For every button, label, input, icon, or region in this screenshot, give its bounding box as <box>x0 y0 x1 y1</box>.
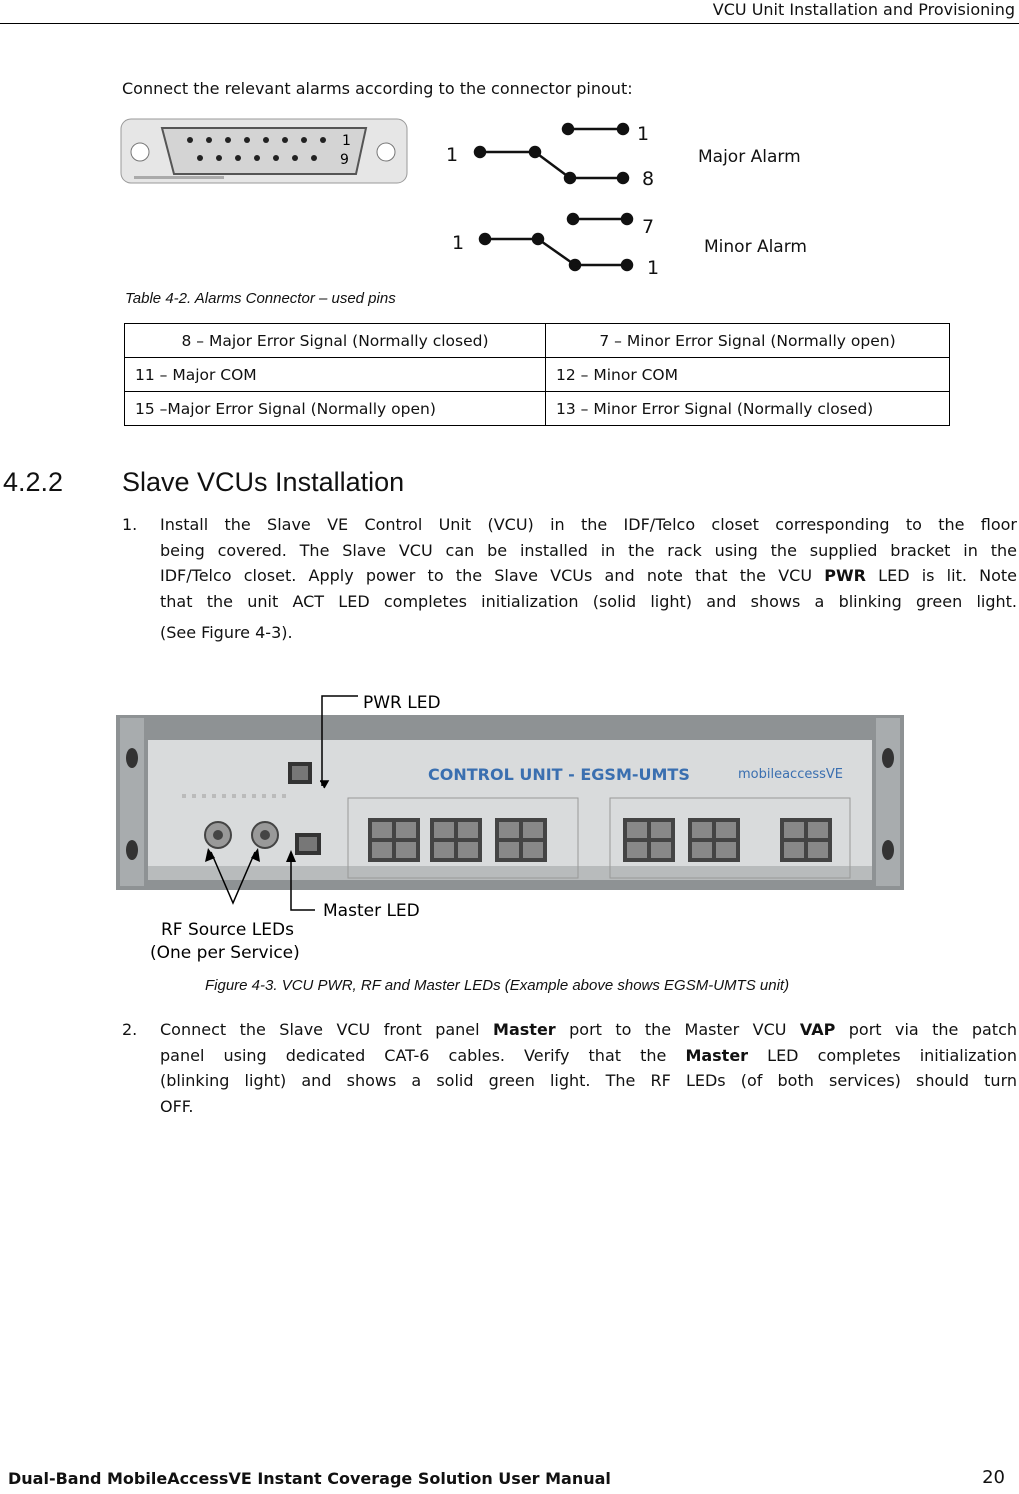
master-led-label: Master LED <box>323 901 420 921</box>
table-caption: Table 4-2. Alarms Connector – used pins <box>125 290 396 307</box>
table-row <box>125 358 950 392</box>
table-row <box>125 392 950 426</box>
step-2-text: Connect the Slave VCU front panel Master port to the Master VCU VAP port via the patch panel using dedicated CAT-6 cables. Verify that the Master LED completes initialization (blinking light) and shows a solid green light. The RF LEDs (of both services) should turn OFF. <box>160 1020 1018 1116</box>
minor-alarm-label: Minor Alarm <box>704 237 807 257</box>
table-row <box>125 324 950 358</box>
rf-source-label: RF Source LEDs <box>161 920 294 940</box>
section-number: 4.2.2 <box>3 467 64 497</box>
table-cell: 15 –Major Error Signal (Normally open) <box>125 392 546 426</box>
minor-top-pin: 7 <box>642 216 655 238</box>
table-cell: 11 – Major COM <box>125 358 546 392</box>
major-bottom-pin: 8 <box>642 168 655 190</box>
major-alarm-label: Major Alarm <box>698 147 801 167</box>
table-cell: 12 – Minor COM <box>546 358 950 392</box>
pin-label-1: 1 <box>342 133 351 149</box>
vcu-front-panel-figure <box>110 690 910 970</box>
running-header: VCU Unit Installation and Provisioning <box>712 0 1015 19</box>
table-cell: 7 – Minor Error Signal (Normally open) <box>546 324 950 358</box>
footer-title: Dual-Band MobileAccessVE Instant Coverage Solution User Manual <box>8 1469 611 1488</box>
intro-text: Connect the relevant alarms according to the connector pinout: <box>122 79 633 98</box>
alarm-switch-diagram <box>440 115 840 285</box>
db15-connector-image <box>120 118 410 186</box>
device-title: CONTROL UNIT - EGSM-UMTS <box>428 765 690 784</box>
rf-source-sublabel: (One per Service) <box>150 943 300 963</box>
header-rule <box>0 23 1019 24</box>
minor-left-pin: 1 <box>452 232 465 254</box>
section-title: Slave VCUs Installation <box>122 467 405 497</box>
step-1-text: Install the Slave VE Control Unit (VCU) in the IDF/Telco closet corresponding to the floor being covered. The Slave VCU can be installed in the rack using the supplied bracket in the IDF/Telco closet. Apply power to the Slave VCUs and note that the VCU PWR LED is lit. Note that the unit ACT LED completes initialization (solid light) and shows a blinking green light. (See Figure 4-3). <box>160 515 1018 642</box>
pin-label-9: 9 <box>340 152 349 168</box>
table-cell: 8 – Major Error Signal (Normally closed) <box>125 324 546 358</box>
figure-caption: Figure 4-3. VCU PWR, RF and Master LEDs (Example above shows EGSM-UMTS unit) <box>205 977 790 994</box>
step-2-number: 2. <box>122 1020 138 1039</box>
device-brand: mobileaccessVE <box>738 767 844 782</box>
minor-bottom-pin: 1 <box>647 257 660 279</box>
pwr-led-label: PWR LED <box>363 693 441 713</box>
major-left-pin: 1 <box>446 144 459 166</box>
major-top-pin: 1 <box>637 123 650 145</box>
alarm-pins-table <box>124 323 950 426</box>
table-cell: 13 – Minor Error Signal (Normally closed) <box>546 392 950 426</box>
page-number: 20 <box>982 1467 1005 1488</box>
step-1-number: 1. <box>122 515 138 534</box>
